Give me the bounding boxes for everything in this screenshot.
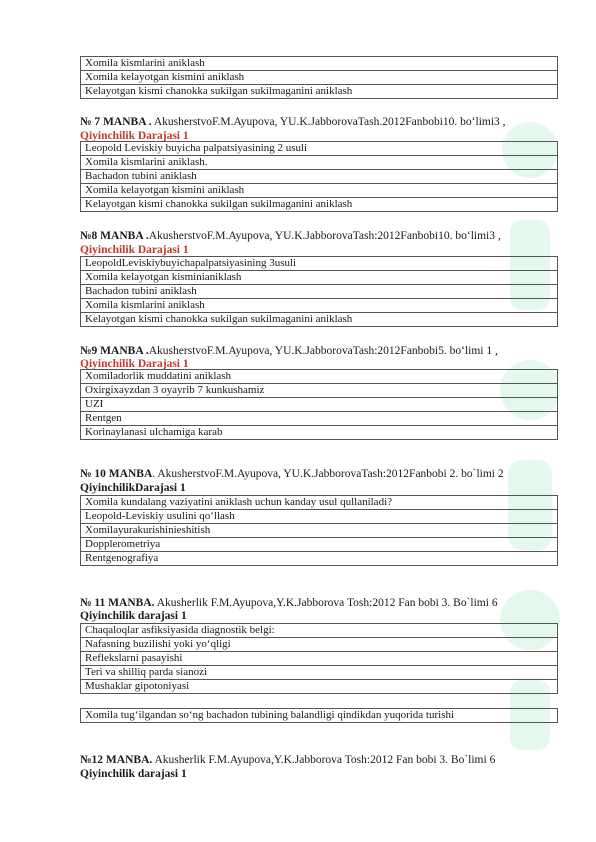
question-heading-12: №12 MANBA. Akusherlik F.M.Ayupova,Y.K.Jabborova Tosh:2012 Fan bobi 3. Bo`limi 6 (80, 754, 496, 766)
difficulty-label: QiyinchilikDarajasi 1 (80, 482, 186, 494)
answer-option: Xomiladorlik muddatini aniklash (81, 370, 558, 384)
answer-table-5 (80, 623, 558, 694)
answer-option: Reflekslarni pasayishi (81, 652, 558, 666)
answer-option: Kelayotgan kismi chanokka sukilgan sukilmaganini aniklash (81, 85, 558, 99)
answer-option: Xomila kismlarini aniklash (81, 299, 558, 313)
answer-option: Mushaklar gipotoniyasi (81, 680, 558, 694)
answer-table-3 (80, 369, 558, 440)
answer-table-2 (80, 256, 558, 327)
answer-option: Xomila kelayotgan kisminianiklash (81, 271, 558, 285)
answer-option: Xomila kelayotgan kismini aniklash (81, 71, 558, 85)
answer-option: Kelayotgan kismi chanokka sukilgan sukilmaganini aniklash (81, 198, 558, 212)
answer-option: Nafasning buzilishi yoki yo‘qligi (81, 638, 558, 652)
answer-table-4 (80, 495, 558, 566)
answer-option: Leopold-Leviskiy usulini qo‘llash (81, 510, 558, 524)
question-heading-10: № 10 MANBA. AkusherstvoF.M.Ayupova, YU.K.JabborovaTash:2012Fanbobi 2. bo`limi 2 (80, 468, 504, 480)
answer-option: Xomila kismlarini aniklash. (81, 156, 558, 170)
answer-option: Xomila kundalang vaziyatini aniklash uchun kanday usul qullaniladi? (81, 496, 558, 510)
answer-option: Leopold Leviskiy buyicha palpatsiyasining 2 usuli (81, 142, 558, 156)
question-heading-7: № 7 MANBA . AkusherstvoF.M.Ayupova, YU.K.JabborovaTash.2012Fanbobi10. bo‘limi3 , (80, 116, 506, 128)
question-heading-8: №8 MANBA .AkusherstvoF.M.Ayupova, YU.K.JabborovaTash:2012Fanbobi10. bo‘limi3 , (80, 230, 501, 242)
difficulty-label: Qiyinchilik Darajasi 1 (80, 358, 189, 370)
answer-option: Xomilayurakurishinieshitish (81, 524, 558, 538)
question-heading-11: № 11 MANBA. Akusherlik F.M.Ayupova,Y.K.Jabborova Tosh:2012 Fan bobi 3. Bo`limi 6 (80, 597, 498, 609)
answer-table-6 (80, 708, 558, 723)
answer-option: Oxirgixayzdan 3 oyayrib 7 kunkushamiz (81, 384, 558, 398)
difficulty-label: Qiyinchilik darajasi 1 (80, 610, 187, 622)
answer-option: Dopplerometriya (81, 538, 558, 552)
answer-option: Rentgen (81, 412, 558, 426)
answer-option: UZI (81, 398, 558, 412)
answer-option: Rentgenografiya (81, 552, 558, 566)
answer-option: Xomila tug‘ilgandan so‘ng bachadon tubining balandligi qindikdan yuqorida turishi (81, 709, 558, 723)
answer-option: Chaqaloqlar asfiksiyasida diagnostik belgi: (81, 624, 558, 638)
answer-table-0 (80, 56, 558, 99)
difficulty-label: Qiyinchilik Darajasi 1 (80, 130, 189, 142)
answer-option: Bachadon tubini aniklash (81, 170, 558, 184)
answer-option: Korinaylanasi ulchamiga karab (81, 426, 558, 440)
answer-option: Xomila kismlarini aniklash (81, 57, 558, 71)
answer-option: Teri va shilliq parda sianozi (81, 666, 558, 680)
answer-table-1 (80, 141, 558, 212)
difficulty-label: Qiyinchilik Darajasi 1 (80, 244, 189, 256)
answer-option: Xomila kelayotgan kismini aniklash (81, 184, 558, 198)
difficulty-label: Qiyinchilik darajasi 1 (80, 768, 187, 780)
answer-option: Kelayotgan kismi chanokka sukilgan sukilmaganini aniklash (81, 313, 558, 327)
answer-option: LeopoldLeviskiybuyichapalpatsiyasining 3usuli (81, 257, 558, 271)
question-heading-9: №9 MANBA .AkusherstvoF.M.Ayupova, YU.K.JabborovaTash:2012Fanbobi5. bo‘limi 1 , (80, 345, 498, 357)
answer-option: Bachadon tubini aniklash (81, 285, 558, 299)
